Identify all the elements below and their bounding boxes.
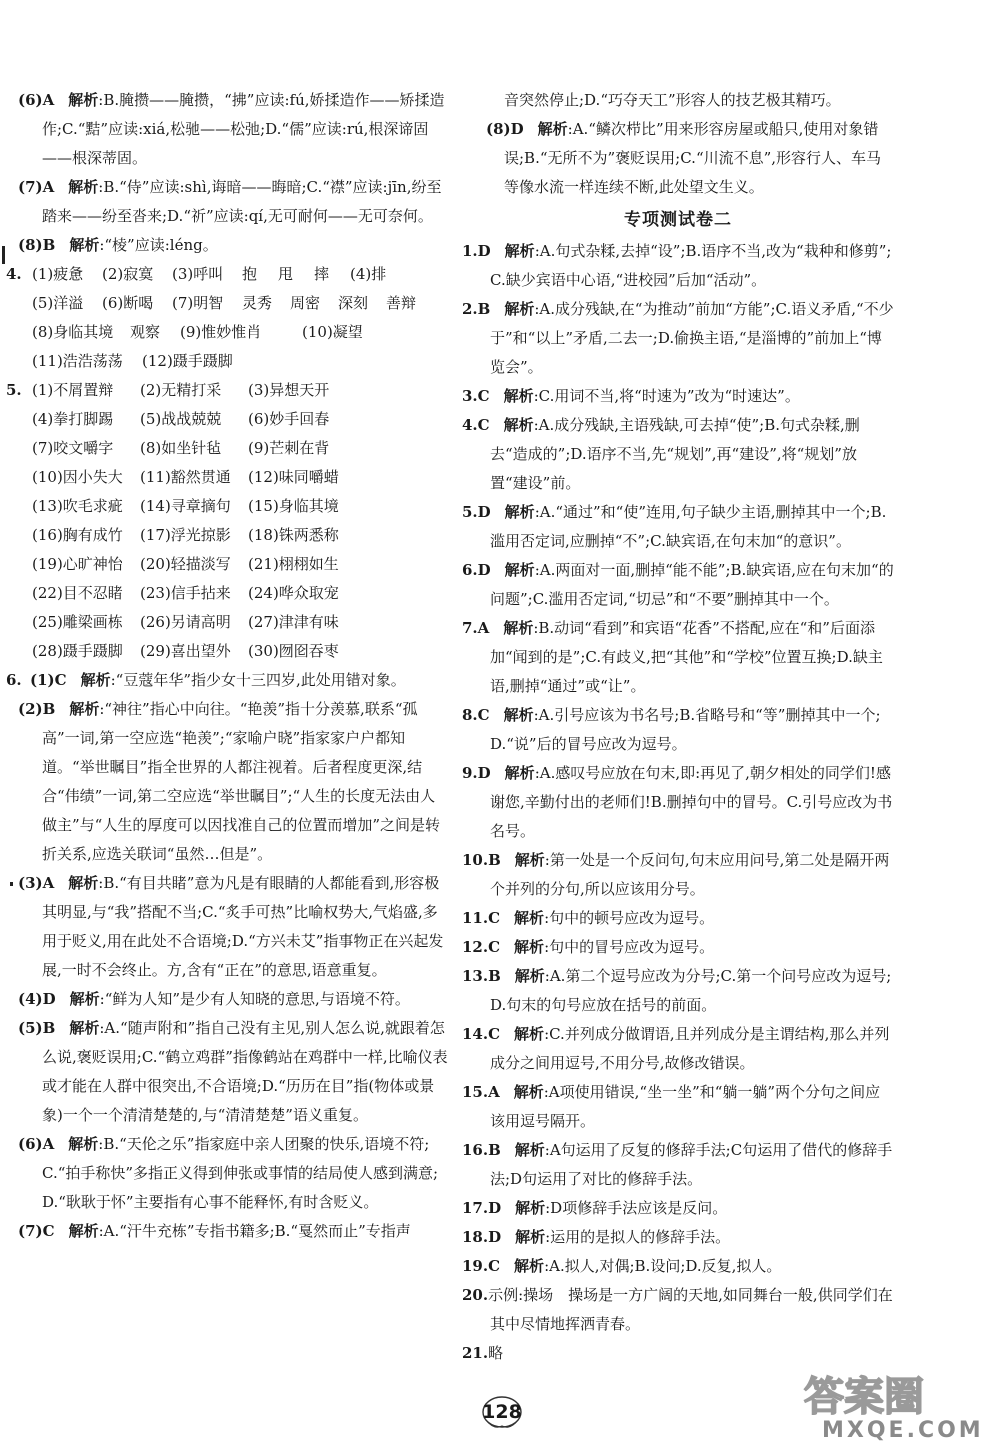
q4-cell: (10)凝望 bbox=[302, 323, 363, 341]
analysis-label: 解析 bbox=[69, 700, 100, 718]
answer-number: 5.D bbox=[462, 503, 491, 521]
answer-number: (3)A bbox=[18, 874, 55, 892]
answer-number: 20. bbox=[462, 1286, 489, 1304]
answer-number: (7)A bbox=[18, 178, 55, 196]
question-4 bbox=[6, 260, 448, 376]
answer-number: 9.D bbox=[462, 764, 491, 782]
q5-cell: (21)栩栩如生 bbox=[248, 555, 339, 573]
analysis-label: 解析 bbox=[514, 1025, 545, 1043]
test2-item-5 bbox=[462, 498, 894, 556]
q5-row bbox=[6, 550, 448, 579]
question-5 bbox=[6, 376, 448, 666]
q5-row bbox=[6, 608, 448, 637]
answer-text: :C.并列成分做谓语,且并列成分是主谓结构,那么并列成分之间用逗号,不用分号,故修改错误。 bbox=[490, 1025, 890, 1072]
answer-number: 6.D bbox=[462, 561, 491, 579]
q5-cell: (8)如坐针毡 bbox=[140, 439, 222, 457]
q5-cell: (15)身临其境 bbox=[248, 497, 339, 515]
answer-number: 11.C bbox=[462, 909, 501, 927]
q5-cell: (14)寻章摘句 bbox=[140, 497, 231, 515]
q5-cell: (28)蹑手蹑脚 bbox=[32, 642, 123, 660]
q5-cell: (3)异想天开 bbox=[248, 381, 330, 399]
q5-cell: (30)囫囵吞枣 bbox=[248, 642, 339, 660]
test2-item-1 bbox=[462, 237, 894, 295]
scan-mark bbox=[10, 882, 13, 886]
answer-number: (1)C bbox=[30, 671, 67, 689]
q4-cell: 深刻 bbox=[338, 294, 369, 312]
q5-row bbox=[6, 463, 448, 492]
q4-cell: (6)断喝 bbox=[102, 294, 154, 312]
analysis-label: 解析 bbox=[504, 561, 535, 579]
q5-row bbox=[6, 405, 448, 434]
answer-text: :A.引号应该为书名号;B.省略号和“等”删掉其中一个;D.“说”后的冒号应改为逗号。 bbox=[490, 706, 881, 753]
q5-cell: (19)心旷神怡 bbox=[32, 555, 123, 573]
test2-item-2 bbox=[462, 295, 894, 382]
question-number: 5. bbox=[6, 381, 22, 399]
analysis-label: 解析 bbox=[514, 1141, 545, 1159]
q4-cell: (1)疲惫 bbox=[32, 265, 84, 283]
test2-item-21 bbox=[462, 1339, 894, 1368]
q5-row bbox=[6, 637, 448, 666]
answer-text: :B.“侍”应读:shì,诲暗——晦暗;C.“襟”应读:jīn,纷至踏来——纷至沓来;D.“祈”应读:qí,无可耐何——无可奈何。 bbox=[42, 178, 442, 225]
answer-text: :句中的冒号应改为逗号。 bbox=[544, 938, 715, 956]
q5-cell: (23)信手拈来 bbox=[140, 584, 231, 602]
q5-cell: (25)雕梁画栋 bbox=[32, 613, 123, 631]
section-title: 专项测试卷二 bbox=[624, 210, 732, 230]
answer-text: :“神往”指心中向往。“艳羡”指十分羡慕,联系“孤高”一词,第一空应选“艳羡”;“家喻户晓”指家家户户都知道。“举世瞩目”指全世界的人都注视着。后者程度更深,结合“伟绩”一词,第二空应选“举世瞩目”;“人生的长度无法由人做主”与“人生的厚度可以因找准自己的位置而增加”之间是转折关系,应选关联词“虽然…但是”。 bbox=[42, 700, 441, 863]
answer-number: 2.B bbox=[462, 300, 491, 318]
analysis-label: 解析 bbox=[68, 1135, 99, 1153]
q5-cell: (26)另请高明 bbox=[140, 613, 231, 631]
analysis-label: 解析 bbox=[69, 990, 100, 1008]
analysis-label: 解析 bbox=[68, 91, 99, 109]
q4-cell: 周密 bbox=[290, 294, 321, 312]
q4-cell: 甩 bbox=[278, 265, 294, 283]
analysis-label: 解析 bbox=[515, 1199, 546, 1217]
q5-cell: (7)咬文嚼字 bbox=[32, 439, 114, 457]
analysis-label: 解析 bbox=[68, 178, 99, 196]
q4-cell: 善辩 bbox=[386, 294, 417, 312]
q5-cell: (2)无精打采 bbox=[140, 381, 222, 399]
q5-cell: (18)铢两悉称 bbox=[248, 526, 339, 544]
analysis-label: 解析 bbox=[515, 1228, 546, 1246]
analysis-label: 解析 bbox=[503, 706, 534, 724]
answer-6a bbox=[6, 86, 448, 173]
test2-item-17 bbox=[462, 1194, 894, 1223]
answer-text: :第一处是一个反问句,句末应用问号,第二处是隔开两个并列的分句,所以应该用分号。 bbox=[490, 851, 890, 898]
q4-cell: (11)浩浩荡荡 bbox=[32, 352, 123, 370]
analysis-label: 解析 bbox=[80, 671, 111, 689]
answer-number: 8.C bbox=[462, 706, 490, 724]
q4-row bbox=[6, 318, 448, 347]
answer-text: :A.“通过”和“使”连用,句子缺少主语,删掉其中一个;B.滥用否定词,应删掉“不”;C.缺宾语,在句末加“的意识”。 bbox=[490, 503, 887, 550]
question-number: 6. bbox=[6, 671, 22, 689]
answer-text: :“棱”应读:léng。 bbox=[99, 236, 218, 254]
analysis-label: 解析 bbox=[69, 1019, 100, 1037]
analysis-label: 解析 bbox=[503, 387, 534, 405]
q6-item-7 bbox=[6, 1217, 448, 1246]
q4-row bbox=[6, 347, 448, 376]
q4-cell: 抱 bbox=[242, 265, 258, 283]
analysis-label: 解析 bbox=[69, 236, 100, 254]
test2-item-6 bbox=[462, 556, 894, 614]
analysis-label: 解析 bbox=[503, 619, 534, 637]
q5-row bbox=[6, 579, 448, 608]
answer-text: :A.成分残缺,主语残缺,可去掉“使”;B.句式杂糅,删去“造成的”;D.语序不当,先“规划”,再“建设”,将“规划”放置“建设”前。 bbox=[490, 416, 860, 492]
test2-item-12 bbox=[462, 933, 894, 962]
q6-item-2 bbox=[6, 695, 448, 869]
answer-text: :“鲜为人知”是少有人知晓的意思,与语境不符。 bbox=[99, 990, 410, 1008]
watermark bbox=[792, 1370, 992, 1450]
test2-item-15 bbox=[462, 1078, 894, 1136]
answer-number: 16.B bbox=[462, 1141, 501, 1159]
q6-item-6 bbox=[6, 1130, 448, 1217]
q6-item-3 bbox=[6, 869, 448, 985]
analysis-label: 解析 bbox=[504, 242, 535, 260]
analysis-label: 解析 bbox=[504, 300, 535, 318]
q6-item-5 bbox=[6, 1014, 448, 1130]
test2-item-20 bbox=[462, 1281, 894, 1339]
q5-cell: (10)因小失大 bbox=[32, 468, 123, 486]
analysis-label: 解析 bbox=[504, 503, 535, 521]
analysis-label: 解析 bbox=[537, 120, 568, 138]
answer-text: :句中的顿号应改为逗号。 bbox=[544, 909, 715, 927]
q4-cell: (7)明智 bbox=[172, 294, 224, 312]
answer-number: (5)B bbox=[18, 1019, 56, 1037]
q4-cell: (8)身临其境 bbox=[32, 323, 114, 341]
q4-cell: (5)洋溢 bbox=[32, 294, 84, 312]
q4-cell: (9)惟妙惟肖 bbox=[180, 323, 262, 341]
test2-item-14 bbox=[462, 1020, 894, 1078]
answer-text: :A.拟人,对偶;B.设问;D.反复,拟人。 bbox=[544, 1257, 782, 1275]
test2-item-11 bbox=[462, 904, 894, 933]
answer-number: 19.C bbox=[462, 1257, 501, 1275]
answer-number: (4)D bbox=[18, 990, 56, 1008]
answer-text: :C.用词不当,将“时速为”改为“时速达”。 bbox=[533, 387, 800, 405]
answer-text: :A.第二个逗号应改为分号;C.第一个问号应改为逗号;D.句末的句号应放在括号的前面。 bbox=[490, 967, 892, 1014]
q5-cell: (12)味同嚼蜡 bbox=[248, 468, 339, 486]
answer-text: :A.成分残缺,在“为推动”前加“方能”;C.语义矛盾,“不少于”和“以上”矛盾,二去一;D.偷换主语,“是淄博的”前加上“博览会”。 bbox=[490, 300, 894, 376]
analysis-label: 解析 bbox=[514, 938, 545, 956]
q5-cell: (11)豁然贯通 bbox=[140, 468, 231, 486]
test2-item-4 bbox=[462, 411, 894, 498]
q5-cell: (24)哗众取宠 bbox=[248, 584, 339, 602]
q4-cell: (3)呼叫 bbox=[172, 265, 224, 283]
q6-item-4 bbox=[6, 985, 448, 1014]
analysis-label: 解析 bbox=[504, 764, 535, 782]
analysis-label: 解析 bbox=[68, 1222, 99, 1240]
answer-number: (7)C bbox=[18, 1222, 55, 1240]
right-column bbox=[462, 86, 894, 1368]
q4-cell: 观察 bbox=[130, 323, 161, 341]
test2-item-16 bbox=[462, 1136, 894, 1194]
analysis-label: 解析 bbox=[513, 1083, 544, 1101]
answer-7a bbox=[6, 173, 448, 231]
answer-text: :B.“有目共睹”意为凡是有眼睛的人都能看到,形容极其明显,与“我”搭配不当;C.“炙手可热”比喻权势大,气焰盛,多用于贬义,用在此处不合语境;D.“方兴未艾”指事物正在兴起发展,一时不会终止。方,含有“正在”的意思,语意重复。 bbox=[42, 874, 444, 979]
test2-item-13 bbox=[462, 962, 894, 1020]
q5-row bbox=[6, 492, 448, 521]
answer-number: 14.C bbox=[462, 1025, 501, 1043]
test2-item-10 bbox=[462, 846, 894, 904]
answer-number: (6)A bbox=[18, 91, 55, 109]
answer-text: :“豆蔻年华”指少女十三四岁,此处用错对象。 bbox=[110, 671, 406, 689]
answer-text: :A.两面对一面,删掉“能不能”;B.缺宾语,应在句末加“的问题”;C.滥用否定词,“切忌”和“不要”删掉其中一个。 bbox=[490, 561, 894, 608]
answer-number: 21. bbox=[462, 1344, 489, 1362]
test2-item-9 bbox=[462, 759, 894, 846]
q5-cell: (1)不屑置辩 bbox=[32, 381, 114, 399]
answer-text: :D项修辞手法应该是反问。 bbox=[545, 1199, 728, 1217]
continued-text: 音突然停止;D.“巧夺天工”形容人的技艺极其精巧。 bbox=[504, 91, 841, 109]
analysis-label: 解析 bbox=[503, 416, 534, 434]
q4-cell: 灵秀 bbox=[242, 294, 273, 312]
q5-row bbox=[6, 376, 448, 405]
q5-cell: (5)战战兢兢 bbox=[140, 410, 222, 428]
q4-cell: 摔 bbox=[314, 265, 330, 283]
answer-number: 13.B bbox=[462, 967, 501, 985]
test2-item-8 bbox=[462, 701, 894, 759]
analysis-label: 解析 bbox=[514, 909, 545, 927]
q5-cell: (20)轻描淡写 bbox=[140, 555, 231, 573]
q5-cell: (27)津津有味 bbox=[248, 613, 339, 631]
q5-row bbox=[6, 434, 448, 463]
answer-8b bbox=[6, 231, 448, 260]
answer-text: :B.“天伦之乐”指家庭中亲人团聚的快乐,语境不符;C.“拍手称快”多指正义得到伸张或事情的结局使人感到满意;D.“耿耿于怀”主要指有心事不能释怀,有时含贬义。 bbox=[42, 1135, 439, 1211]
answer-number: 1.D bbox=[462, 242, 491, 260]
q5-cell: (9)芒刺在背 bbox=[248, 439, 330, 457]
q5-cell: (6)妙手回春 bbox=[248, 410, 330, 428]
answer-number: 10.B bbox=[462, 851, 501, 869]
q4-cell: (2)寂寞 bbox=[102, 265, 154, 283]
q5-row bbox=[6, 521, 448, 550]
q5-cell: (29)喜出望外 bbox=[140, 642, 231, 660]
watermark-logo-icon bbox=[796, 1370, 986, 1418]
answer-number: 3.C bbox=[462, 387, 490, 405]
q5-cell: (22)目不忍睹 bbox=[32, 584, 123, 602]
left-column bbox=[6, 86, 448, 1246]
answer-text: :A.“随声附和”指自己没有主见,别人怎么说,就跟着怎么说,褒贬误用;C.“鹤立鸡群”指像鹤站在鸡群中一样,比喻仪表或才能在人群中很突出,不合语境;D.“历历在目”指(物体或景象)一个一个清清楚楚的,与“清清楚楚”语义重复。 bbox=[42, 1019, 448, 1124]
answer-text: :A句运用了反复的修辞手法;C句运用了借代的修辞手法;D句运用了对比的修辞手法。 bbox=[490, 1141, 893, 1188]
svg-text:答案圈: 答案圈 bbox=[804, 1374, 924, 1418]
question-6 bbox=[6, 666, 448, 1246]
analysis-label: 解析 bbox=[514, 851, 545, 869]
answer-text: 示例:操场 操场是一方广阔的天地,如同舞台一般,供同学们在其中尽情地挥洒青春。 bbox=[488, 1286, 893, 1333]
question-number: 4. bbox=[6, 265, 22, 283]
analysis-label: 解析 bbox=[514, 967, 545, 985]
answer-text: :B.腌攒——腌攒，“拂”应读:fú,娇揉造作——矫揉造作;C.“黠”应读:xiá,松驰——松弛;D.“儒”应读:rú,根深谛固——根深蒂固。 bbox=[42, 91, 445, 167]
answer-number: 18.D bbox=[462, 1228, 502, 1246]
answer-8d bbox=[462, 115, 894, 202]
answer-text: :A项使用错误,“坐一坐”和“躺一躺”两个分句之间应该用逗号隔开。 bbox=[490, 1083, 881, 1130]
answer-text: 略 bbox=[488, 1344, 504, 1362]
q5-cell: (17)浮光掠影 bbox=[140, 526, 231, 544]
q5-cell: (13)吹毛求疵 bbox=[32, 497, 123, 515]
q6-item-1 bbox=[6, 666, 448, 695]
q4-row bbox=[6, 260, 448, 289]
test2-item-7 bbox=[462, 614, 894, 701]
analysis-label: 解析 bbox=[68, 874, 99, 892]
answer-number: 17.D bbox=[462, 1199, 502, 1217]
answer-text: :A.“汗牛充栋”专指书籍多;B.“戛然而止”专指声 bbox=[98, 1222, 411, 1240]
q5-cell: (16)胸有成竹 bbox=[32, 526, 123, 544]
answer-number: 12.C bbox=[462, 938, 501, 956]
answer-number: 7.A bbox=[462, 619, 490, 637]
watermark-site: MXQE.COM bbox=[822, 1418, 984, 1443]
answer-text: :A.句式杂糅,去掉“设”;B.语序不当,改为“栽种和修剪”;C.缺少宾语中心语,“进校园”后加“活动”。 bbox=[490, 242, 892, 289]
answer-number: 4.C bbox=[462, 416, 490, 434]
q4-row bbox=[6, 289, 448, 318]
answer-number: (2)B bbox=[18, 700, 56, 718]
test2-item-3 bbox=[462, 382, 894, 411]
page-number-text: 128 bbox=[482, 1401, 522, 1423]
answer-text: :A.“鳞次栉比”用来形容房屋或船只,使用对象错误;B.“无所不为”褒贬误用;C.“川流不息”,形容行人、车马等像水流一样连续不断,此处望文生义。 bbox=[504, 120, 882, 196]
answer-number: (8)D bbox=[486, 120, 524, 138]
q4-cell: (4)排 bbox=[350, 265, 387, 283]
q5-cell: (4)拳打脚踢 bbox=[32, 410, 114, 428]
answer-number: (8)B bbox=[18, 236, 56, 254]
answer-text: :B.动词“看到”和宾语“花香”不搭配,应在“和”后面添加“闻到的是”;C.有歧义,把“其他”和“学校”位置互换;D.缺主语,删掉“通过”或“让”。 bbox=[490, 619, 883, 695]
analysis-label: 解析 bbox=[514, 1257, 545, 1275]
q4-cell: (12)蹑手蹑脚 bbox=[142, 352, 233, 370]
test2-item-19 bbox=[462, 1252, 894, 1281]
scan-mark bbox=[2, 246, 5, 264]
test2-item-18 bbox=[462, 1223, 894, 1252]
answer-number: 15.A bbox=[462, 1083, 500, 1101]
answer-number: (6)A bbox=[18, 1135, 55, 1153]
answer-text: :运用的是拟人的修辞手法。 bbox=[545, 1228, 731, 1246]
answer-text: :A.感叹号应放在句末,即:再见了,朝夕相处的同学们!感谢您,辛勤付出的老师们!B.删掉句中的冒号。C.引号应改为书名号。 bbox=[490, 764, 893, 840]
page-number bbox=[480, 1390, 524, 1434]
